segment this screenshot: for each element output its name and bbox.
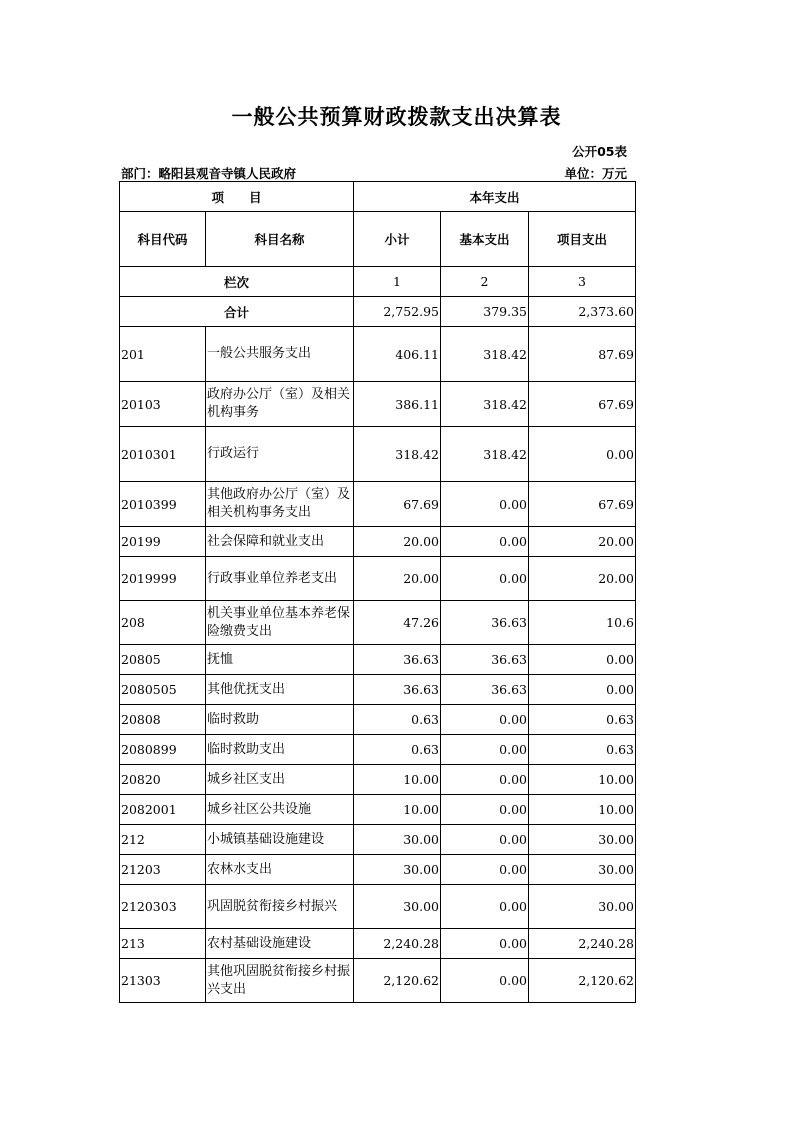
basic-value: 0.00 bbox=[441, 735, 529, 765]
total-basic: 379.35 bbox=[441, 297, 529, 327]
project-value: 2,240.28 bbox=[529, 929, 636, 959]
project-value: 20.00 bbox=[529, 527, 636, 557]
subject-code: 2010301 bbox=[120, 427, 206, 482]
project-value: 30.00 bbox=[529, 825, 636, 855]
subject-code: 20808 bbox=[120, 705, 206, 735]
subject-code: 2010399 bbox=[120, 482, 206, 527]
project-value: 0.00 bbox=[529, 645, 636, 675]
table-row bbox=[120, 527, 636, 557]
header-current-year: 本年支出 bbox=[354, 182, 636, 212]
basic-value: 318.42 bbox=[441, 327, 529, 382]
basic-value: 36.63 bbox=[441, 645, 529, 675]
basic-value: 0.00 bbox=[441, 929, 529, 959]
table-row bbox=[120, 765, 636, 795]
subject-code: 213 bbox=[120, 929, 206, 959]
total-project: 2,373.60 bbox=[529, 297, 636, 327]
table-row bbox=[120, 959, 636, 1003]
header-project: 项 目 bbox=[120, 182, 354, 212]
table-row bbox=[120, 382, 636, 427]
table-row bbox=[120, 735, 636, 765]
basic-value: 0.00 bbox=[441, 795, 529, 825]
table-row bbox=[120, 929, 636, 959]
project-value: 30.00 bbox=[529, 855, 636, 885]
basic-value: 0.00 bbox=[441, 482, 529, 527]
subtotal-value: 386.11 bbox=[354, 382, 441, 427]
subject-name: 一般公共服务支出 bbox=[206, 327, 354, 382]
subtotal-value: 406.11 bbox=[354, 327, 441, 382]
subtotal-value: 36.63 bbox=[354, 645, 441, 675]
column-index-3: 3 bbox=[529, 267, 636, 297]
subject-code: 20805 bbox=[120, 645, 206, 675]
subject-code: 208 bbox=[120, 601, 206, 645]
header-row-1 bbox=[120, 182, 636, 212]
project-value: 0.00 bbox=[529, 427, 636, 482]
subject-code: 2019999 bbox=[120, 557, 206, 601]
subject-code: 201 bbox=[120, 327, 206, 382]
total-subtotal: 2,752.95 bbox=[354, 297, 441, 327]
project-value: 10.6 bbox=[529, 601, 636, 645]
basic-value: 0.00 bbox=[441, 705, 529, 735]
department-label: 部门：略阳县观音寺镇人民政府 bbox=[121, 166, 297, 181]
subject-name: 社会保障和就业支出 bbox=[206, 527, 354, 557]
basic-value: 0.00 bbox=[441, 855, 529, 885]
subject-code: 2080899 bbox=[120, 735, 206, 765]
subject-code: 20199 bbox=[120, 527, 206, 557]
subject-name: 临时救助 bbox=[206, 705, 354, 735]
subject-name: 其他优抚支出 bbox=[206, 675, 354, 705]
column-index-row bbox=[120, 267, 636, 297]
project-value: 10.00 bbox=[529, 795, 636, 825]
subtotal-value: 10.00 bbox=[354, 795, 441, 825]
subtotal-value: 2,240.28 bbox=[354, 929, 441, 959]
subject-code: 21303 bbox=[120, 959, 206, 1003]
project-value: 0.00 bbox=[529, 675, 636, 705]
column-index-label: 栏次 bbox=[120, 267, 354, 297]
total-label: 合计 bbox=[120, 297, 354, 327]
basic-value: 0.00 bbox=[441, 765, 529, 795]
basic-value: 0.00 bbox=[441, 885, 529, 929]
subject-code: 2120303 bbox=[120, 885, 206, 929]
table-row bbox=[120, 885, 636, 929]
table-row bbox=[120, 795, 636, 825]
expenditure-table bbox=[119, 181, 636, 1003]
subject-name: 农村基础设施建设 bbox=[206, 929, 354, 959]
subject-name: 其他政府办公厅（室）及相关机构事务支出 bbox=[206, 482, 354, 527]
basic-value: 0.00 bbox=[441, 527, 529, 557]
subject-name: 行政事业单位养老支出 bbox=[206, 557, 354, 601]
table-row bbox=[120, 482, 636, 527]
subtotal-value: 36.63 bbox=[354, 675, 441, 705]
basic-value: 0.00 bbox=[441, 825, 529, 855]
subtotal-value: 30.00 bbox=[354, 825, 441, 855]
subtotal-value: 20.00 bbox=[354, 557, 441, 601]
report-title: 一般公共预算财政拨款支出决算表 bbox=[231, 105, 562, 129]
table-row bbox=[120, 601, 636, 645]
form-number: 公开05表 bbox=[572, 144, 627, 159]
table-row bbox=[120, 645, 636, 675]
project-value: 20.00 bbox=[529, 557, 636, 601]
project-value: 0.63 bbox=[529, 735, 636, 765]
subtotal-value: 318.42 bbox=[354, 427, 441, 482]
project-value: 67.69 bbox=[529, 482, 636, 527]
project-value: 10.00 bbox=[529, 765, 636, 795]
subject-name: 政府办公厅（室）及相关机构事务 bbox=[206, 382, 354, 427]
basic-value: 0.00 bbox=[441, 557, 529, 601]
header-project-expenditure: 项目支出 bbox=[529, 212, 636, 267]
project-value: 0.63 bbox=[529, 705, 636, 735]
subject-code: 20820 bbox=[120, 765, 206, 795]
project-value: 30.00 bbox=[529, 885, 636, 929]
header-row-2 bbox=[120, 212, 636, 267]
subtotal-value: 0.63 bbox=[354, 735, 441, 765]
table-row bbox=[120, 675, 636, 705]
basic-value: 36.63 bbox=[441, 601, 529, 645]
subject-name: 城乡社区公共设施 bbox=[206, 795, 354, 825]
header-code: 科目代码 bbox=[120, 212, 206, 267]
subtotal-value: 47.26 bbox=[354, 601, 441, 645]
header-name: 科目名称 bbox=[206, 212, 354, 267]
basic-value: 318.42 bbox=[441, 382, 529, 427]
basic-value: 0.00 bbox=[441, 959, 529, 1003]
subject-name: 农林水支出 bbox=[206, 855, 354, 885]
subject-name: 行政运行 bbox=[206, 427, 354, 482]
header-subtotal: 小计 bbox=[354, 212, 441, 267]
header-basic: 基本支出 bbox=[441, 212, 529, 267]
unit-label: 单位：万元 bbox=[564, 166, 627, 181]
table-row bbox=[120, 825, 636, 855]
subject-code: 2080505 bbox=[120, 675, 206, 705]
table-row bbox=[120, 427, 636, 482]
table-row bbox=[120, 557, 636, 601]
subject-name: 机关事业单位基本养老保险缴费支出 bbox=[206, 601, 354, 645]
basic-value: 318.42 bbox=[441, 427, 529, 482]
subject-code: 212 bbox=[120, 825, 206, 855]
total-row bbox=[120, 297, 636, 327]
subtotal-value: 10.00 bbox=[354, 765, 441, 795]
basic-value: 36.63 bbox=[441, 675, 529, 705]
subject-code: 20103 bbox=[120, 382, 206, 427]
subtotal-value: 20.00 bbox=[354, 527, 441, 557]
project-value: 67.69 bbox=[529, 382, 636, 427]
subject-name: 临时救助支出 bbox=[206, 735, 354, 765]
subject-name: 巩固脱贫衔接乡村振兴 bbox=[206, 885, 354, 929]
column-index-1: 1 bbox=[354, 267, 441, 297]
subject-name: 其他巩固脱贫衔接乡村振兴支出 bbox=[206, 959, 354, 1003]
subtotal-value: 67.69 bbox=[354, 482, 441, 527]
subtotal-value: 30.00 bbox=[354, 855, 441, 885]
subtotal-value: 0.63 bbox=[354, 705, 441, 735]
table-row bbox=[120, 705, 636, 735]
table-row bbox=[120, 327, 636, 382]
table-row bbox=[120, 855, 636, 885]
project-value: 87.69 bbox=[529, 327, 636, 382]
subject-code: 21203 bbox=[120, 855, 206, 885]
subject-name: 城乡社区支出 bbox=[206, 765, 354, 795]
project-value: 2,120.62 bbox=[529, 959, 636, 1003]
subtotal-value: 30.00 bbox=[354, 885, 441, 929]
subject-code: 2082001 bbox=[120, 795, 206, 825]
column-index-2: 2 bbox=[441, 267, 529, 297]
subtotal-value: 2,120.62 bbox=[354, 959, 441, 1003]
subject-name: 小城镇基础设施建设 bbox=[206, 825, 354, 855]
subject-name: 抚恤 bbox=[206, 645, 354, 675]
